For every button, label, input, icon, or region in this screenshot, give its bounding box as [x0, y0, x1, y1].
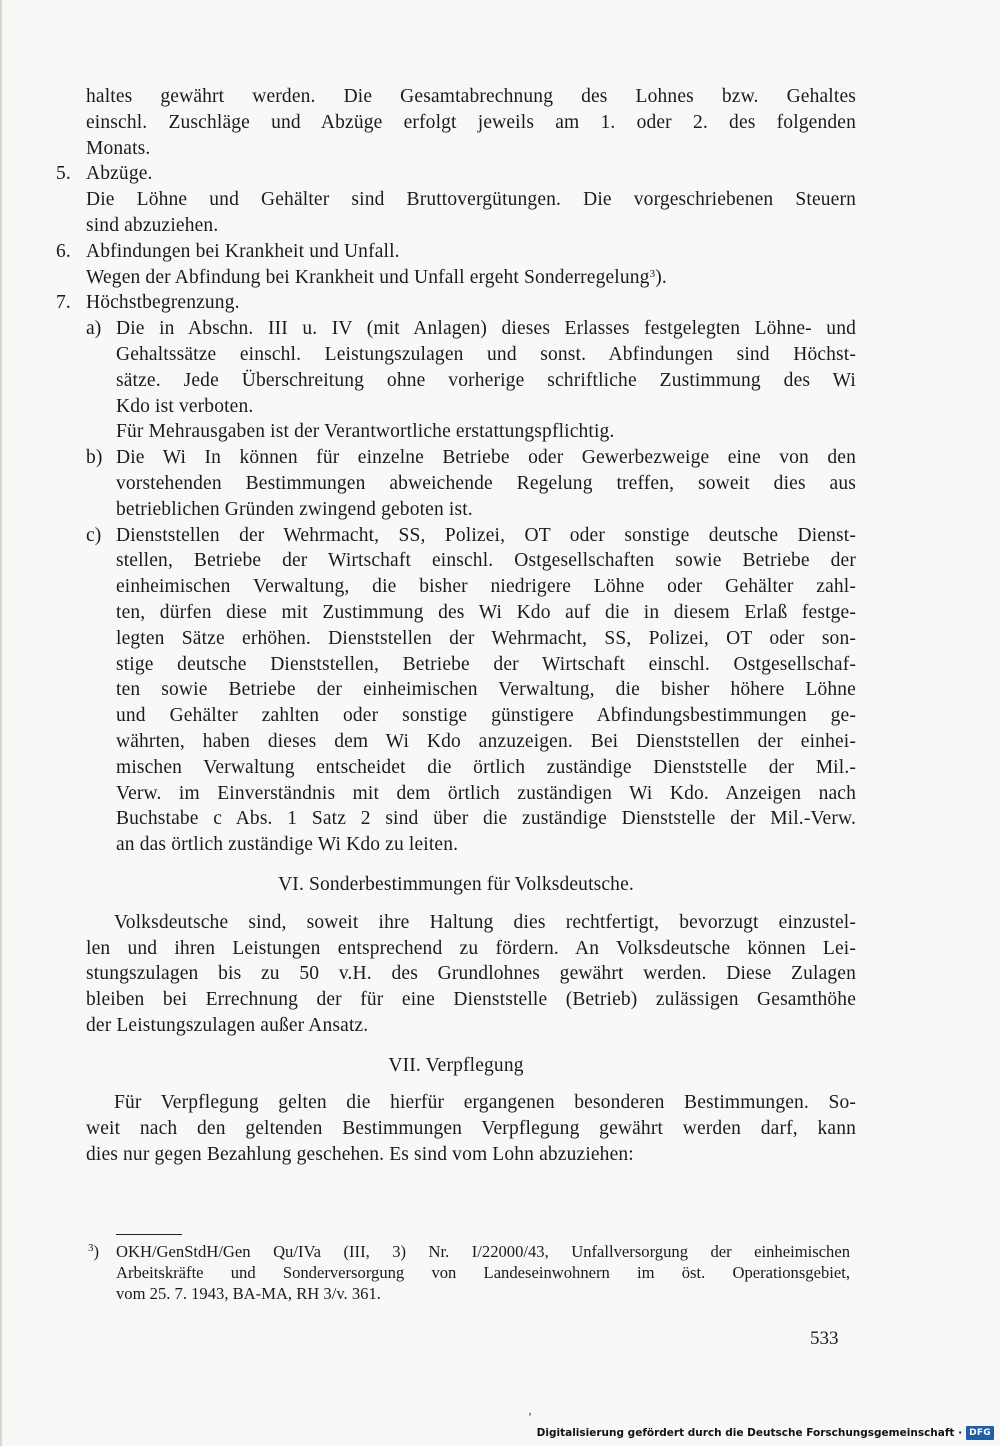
footnote-line: vom 25. 7. 1943, BA-MA, RH 3/v. 361.: [116, 1284, 381, 1303]
text-line: len und ihren Leistungen entsprechend zu fördern. An Volksdeutsche können Lei-: [86, 937, 856, 959]
text-line: Für Mehrausgaben ist der Verantwortliche erstattungspflichtig.: [116, 421, 615, 443]
text-line: bleiben bei Errechnung der für eine Dienststelle (Betrieb) zulässigen Gesamthöhe: [86, 989, 856, 1011]
text-line: an das örtlich zuständige Wi Kdo zu leiten.: [116, 834, 459, 856]
text-line: legten Sätze erhöhen. Dienststellen der Wehrmacht, SS, Polizei, OT oder son-: [116, 627, 856, 649]
item-number: 7.: [56, 292, 71, 314]
text-line: Gehaltssätze einschl. Leistungszulagen und sonst. Abfindungen sind Höchst-: [116, 343, 856, 365]
text-line: stige deutsche Dienststellen, Betriebe der Wirtschaft einschl. Ostgesellschaf-: [116, 653, 856, 675]
text-line: stellen, Betriebe der Wirtschaft einschl. Ostgesellschaften sowie Betriebe der: [116, 550, 856, 572]
footnote-reference: 3: [649, 267, 656, 280]
scan-edge: [0, 0, 3, 1446]
text-line: einschl. Zuschläge und Abzüge erfolgt jeweils am 1. oder 2. des folgenden: [86, 111, 856, 133]
text-line: ten sowie Betriebe der einheimischen Verwaltung, die bisher höhere Löhne: [116, 679, 856, 701]
text-line: stungszulagen bis zu 50 v.H. des Grundlohnes gewährt werden. Diese Zulagen: [86, 963, 856, 985]
item-heading-6: [56, 239, 856, 265]
text-line: Kdo ist verboten.: [116, 395, 254, 417]
item-number: 6.: [56, 240, 71, 262]
footnote-mark-number: 3: [88, 1242, 94, 1254]
text-line: ten, dürfen diese mit Zustimmung des Wi Kdo auf die in diesem Erlaß festge-: [116, 601, 856, 623]
text-line: Monats.: [86, 137, 151, 159]
text-span: ).: [655, 266, 667, 288]
text-line: der Leistungszulagen außer Ansatz.: [86, 1014, 369, 1036]
text-span: Die Wi In können für einzelne Betriebe oder Gewerbezweige eine von den: [116, 447, 856, 469]
footnote-text: OKH/GenStdH/Gen Qu/IVa (III, 3) Nr. I/22000/43, Unfallversorgung der einheimischen: [116, 1242, 850, 1261]
text-line: dies nur gegen Bezahlung geschehen. Es sind vom Lohn abzuziehen:: [86, 1144, 634, 1166]
text-line: Verw. im Einverständnis mit dem örtlich zuständigen Wi Kdo. Anzeigen nach: [116, 782, 856, 804]
subitem-marker: a): [86, 318, 102, 340]
subitem-b-line: [56, 445, 856, 471]
text-line: Die Löhne und Gehälter sind Bruttovergütungen. Die vorgeschriebenen Steuern: [86, 189, 856, 211]
item-number: 5.: [56, 163, 71, 185]
page-number: 533: [810, 1328, 839, 1349]
subitem-marker: b): [86, 447, 103, 469]
text-line: Buchstabe c Abs. 1 Satz 2 sind über die zuständige Dienststelle der Mil.-Verw.: [116, 808, 856, 830]
subitem-c-line: [56, 523, 856, 549]
item-heading-5: [56, 161, 856, 187]
dfg-logo: DFG: [966, 1426, 994, 1440]
text-line: mischen Verwaltung entscheidet die örtlich zuständige Dienststelle der Mil.-: [116, 756, 856, 778]
item-title: Abfindungen bei Krankheit und Unfall.: [86, 240, 400, 262]
subitem-marker: c): [86, 524, 102, 546]
section-heading-vii: VII. Verpflegung: [388, 1054, 524, 1076]
footnote-mark: [88, 1241, 116, 1262]
text-line: vorstehenden Bestimmungen abweichende Regelung treffen, soweit dies aus: [116, 472, 856, 494]
text-line: sätze. Jede Überschreitung ohne vorherige schriftliche Zustimmung des Wi: [116, 369, 856, 391]
footnote-line: [88, 1241, 850, 1262]
footnote-line: Arbeitskräfte und Sonderversorgung von Landeseinwohnern im öst. Operationsgebiet,: [116, 1263, 850, 1282]
text-line: sind abzuziehen.: [86, 214, 219, 236]
text-line: und Gehälter zahlten oder sonstige günstigere Abfindungsbestimmungen ge-: [116, 705, 856, 727]
credit-text: Digitalisierung gefördert durch die Deutsche Forschungsgemeinschaft ·: [536, 1427, 963, 1439]
main-text: [56, 84, 856, 1168]
text-span: Dienststellen der Wehrmacht, SS, Polizei, OT oder sonstige deutsche Dienst-: [116, 524, 856, 546]
text-line: betrieblichen Gründen zwingend geboten ist.: [116, 498, 473, 520]
footnote: [88, 1241, 850, 1304]
subitem-a-line: [56, 316, 856, 342]
section-heading-vi: VI. Sonderbestimmungen für Volksdeutsche.: [278, 873, 634, 895]
footnote-divider: [116, 1234, 182, 1235]
text-line: Für Verpflegung gelten die hierfür ergangenen besonderen Bestimmungen. So-: [114, 1092, 856, 1114]
scan-speck: ʼ: [528, 1410, 532, 1424]
digitization-credit: [537, 1423, 994, 1443]
text-line: Volksdeutsche sind, soweit ihre Haltung dies rechtfertigt, bevorzugt einzustel-: [114, 911, 856, 933]
footnote-mark-paren: ): [93, 1242, 100, 1261]
item-title: Höchstbegrenzung.: [86, 292, 240, 314]
text-line: haltes gewährt werden. Die Gesamtabrechnung des Lohnes bzw. Gehaltes: [86, 86, 856, 107]
text-line: währten, haben dieses dem Wi Kdo anzuzeigen. Bei Dienststellen der einhei-: [116, 730, 856, 752]
item-heading-7: [56, 290, 856, 316]
text-line: einheimischen Verwaltung, die bisher niedrigere Löhne oder Gehälter zahl-: [116, 576, 856, 598]
text-span: Die in Abschn. III u. IV (mit Anlagen) dieses Erlasses festgelegten Löhne- und: [116, 318, 856, 340]
text-line: [56, 265, 856, 291]
item-title: Abzüge.: [86, 163, 153, 185]
text-span: Wegen der Abfindung bei Krankheit und Unfall ergeht Sonderregelung: [86, 266, 650, 288]
text-line: weit nach den geltenden Bestimmungen Verpflegung gewährt werden darf, kann: [86, 1118, 856, 1140]
